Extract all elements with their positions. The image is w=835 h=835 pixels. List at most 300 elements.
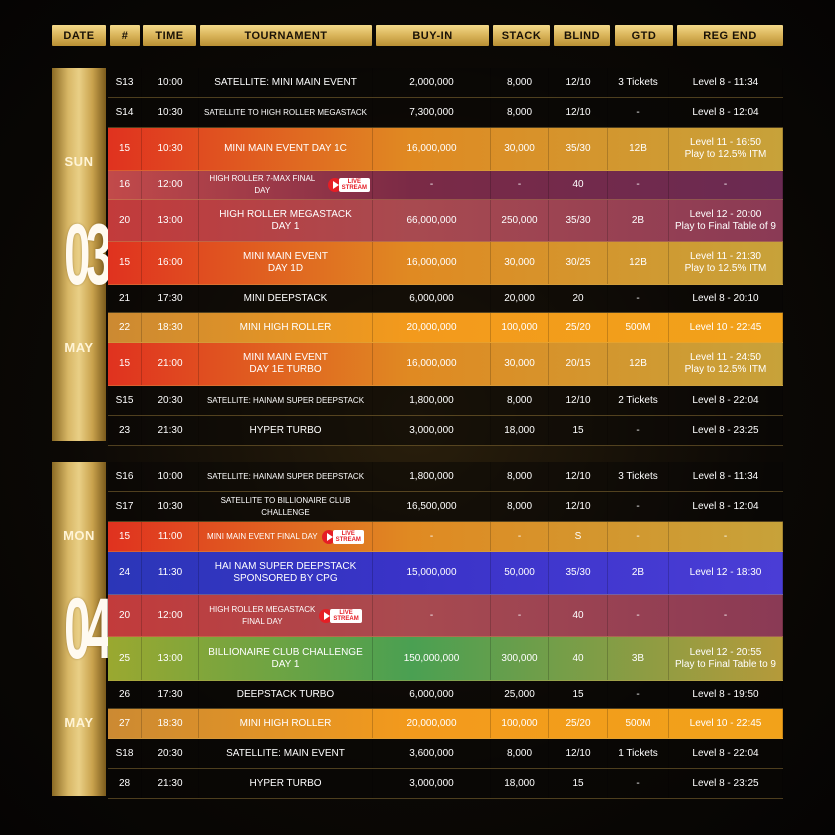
- table-row[interactable]: [108, 462, 783, 492]
- tournament-name-cell: [199, 681, 373, 708]
- starting-stack-cell: 8,000: [491, 386, 549, 415]
- live-stream-label: [330, 609, 361, 623]
- tournament-name-text: [249, 778, 321, 790]
- starting-stack-cell: 18,000: [491, 416, 549, 445]
- reg-end-cell: [669, 492, 783, 521]
- tournament-name-line: SPONSORED BY CPG: [233, 573, 338, 584]
- table-row[interactable]: [108, 681, 783, 709]
- table-row[interactable]: [108, 492, 783, 522]
- tournament-name-text: [243, 251, 328, 275]
- event-number-cell: S17: [108, 492, 142, 521]
- tournament-name-line: SATELLITE: HAINAM SUPER DEEPSTACK: [206, 395, 365, 405]
- reg-end-line: Level 8 - 11:34: [692, 76, 759, 88]
- reg-end-cell: [669, 313, 783, 342]
- day-number: 03: [64, 206, 108, 303]
- blind-level-cell: 15: [549, 769, 608, 798]
- start-time-cell: 17:30: [142, 681, 199, 708]
- table-row[interactable]: [108, 416, 783, 446]
- month: MAY: [64, 715, 94, 730]
- live-stream-badge[interactable]: [322, 530, 364, 544]
- table-row[interactable]: [108, 769, 783, 799]
- reg-end-text: [724, 531, 727, 543]
- reg-end-line: -: [723, 179, 728, 190]
- buy-in-cell: 16,000,000: [373, 343, 491, 385]
- reg-end-line: Level 8 - 22:04: [692, 394, 759, 406]
- table-row[interactable]: [108, 552, 783, 595]
- tournament-name-line: HIGH ROLLER MEGASTACK: [209, 604, 316, 614]
- tournament-name-line: MINI HIGH ROLLER: [239, 717, 332, 729]
- live-stream-label: [339, 178, 370, 192]
- header-regend: REG END: [677, 25, 783, 46]
- starting-stack-cell: -: [491, 522, 549, 551]
- guarantee-cell: 500M: [608, 313, 669, 342]
- tournament-name-cell: [199, 637, 373, 680]
- reg-end-text: [724, 179, 727, 191]
- tournament-name-cell: [199, 522, 373, 551]
- guarantee-cell: -: [608, 681, 669, 708]
- blind-level-cell: 12/10: [549, 386, 608, 415]
- blind-level-cell: 35/30: [549, 200, 608, 241]
- buy-in-cell: 6,000,000: [373, 285, 491, 312]
- buy-in-cell: 16,000,000: [373, 128, 491, 170]
- guarantee-cell: -: [608, 769, 669, 798]
- tournament-name-line: DAY 1D: [267, 263, 304, 274]
- tournament-name-cell: [199, 343, 373, 385]
- reg-end-text: [690, 322, 762, 334]
- reg-end-line: Level 11 - 21:30: [690, 251, 761, 262]
- reg-end-line: Level 10 - 22:45: [689, 717, 762, 729]
- reg-end-line: Play to Final Table to 9: [675, 658, 776, 670]
- tournament-name-text: [244, 293, 328, 305]
- guarantee-cell: 500M: [608, 709, 669, 738]
- buy-in-cell: -: [373, 171, 491, 199]
- starting-stack-cell: 8,000: [491, 462, 549, 491]
- buy-in-cell: 6,000,000: [373, 681, 491, 708]
- tournament-name-text: [209, 604, 315, 628]
- starting-stack-cell: -: [491, 595, 549, 636]
- reg-end-line: Level 8 - 23:25: [692, 777, 759, 789]
- reg-end-line: Level 8 - 20:10: [692, 292, 759, 304]
- tournament-name-text: [224, 143, 347, 155]
- tournament-name-cell: [199, 68, 373, 97]
- tournament-name-text: [215, 561, 357, 585]
- event-number-cell: 25: [108, 637, 142, 680]
- reg-end-line: Play to Final Table of 9: [675, 220, 776, 232]
- event-number-cell: 26: [108, 681, 142, 708]
- header-blind: BLIND: [554, 25, 610, 46]
- guarantee-cell: -: [608, 98, 669, 127]
- start-time-cell: 18:30: [142, 709, 199, 738]
- blind-level-cell: 15: [549, 681, 608, 708]
- start-time-cell: 21:30: [142, 769, 199, 798]
- tournament-name-cell: [199, 285, 373, 312]
- tournament-name-cell: [199, 492, 373, 521]
- blind-level-cell: S: [549, 522, 608, 551]
- reg-end-cell: [669, 462, 783, 491]
- buy-in-cell: 3,000,000: [373, 416, 491, 445]
- buy-in-cell: 16,000,000: [373, 242, 491, 284]
- day-number: 04: [64, 581, 108, 677]
- starting-stack-cell: 30,000: [491, 343, 549, 385]
- start-time-cell: 20:30: [142, 386, 199, 415]
- tournament-name-line: BILLIONAIRE CLUB CHALLENGE: [208, 646, 363, 658]
- reg-end-text: [693, 77, 758, 89]
- event-number-cell: S16: [108, 462, 142, 491]
- tournament-name-text: [249, 425, 321, 437]
- tournament-name-text: [240, 718, 332, 730]
- tournament-name-text: [201, 173, 324, 197]
- guarantee-cell: 12B: [608, 343, 669, 385]
- reg-end-cell: [669, 98, 783, 127]
- starting-stack-cell: 100,000: [491, 709, 549, 738]
- event-number-cell: 20: [108, 595, 142, 636]
- reg-end-cell: [669, 171, 783, 199]
- reg-end-cell: [669, 242, 783, 284]
- buy-in-cell: 20,000,000: [373, 313, 491, 342]
- reg-end-line: Level 8 - 19:50: [692, 688, 759, 700]
- tournament-name-text: [207, 471, 364, 483]
- reg-end-cell: [669, 68, 783, 97]
- tournament-name-line: SATELLITE: MAIN EVENT: [226, 747, 345, 759]
- buy-in-cell: -: [373, 522, 491, 551]
- tournament-name-line: MINI MAIN EVENT FINAL DAY: [207, 531, 318, 541]
- buy-in-cell: 7,300,000: [373, 98, 491, 127]
- event-number-cell: 16: [108, 171, 142, 199]
- guarantee-cell: 12B: [608, 128, 669, 170]
- reg-end-text: [692, 395, 758, 407]
- blind-level-cell: 12/10: [549, 492, 608, 521]
- tournament-name-text: [237, 689, 334, 701]
- starting-stack-cell: 8,000: [491, 739, 549, 768]
- reg-end-text: [724, 610, 727, 622]
- event-number-cell: 23: [108, 416, 142, 445]
- reg-end-line: Level 8 - 23:25: [692, 424, 759, 436]
- blind-level-cell: 12/10: [549, 68, 608, 97]
- blind-level-cell: 35/30: [549, 128, 608, 170]
- tournament-name-cell: [199, 416, 373, 445]
- blind-level-cell: 35/30: [549, 552, 608, 594]
- reg-end-text: [692, 425, 758, 437]
- table-row[interactable]: [108, 386, 783, 416]
- start-time-cell: 21:30: [142, 416, 199, 445]
- reg-end-cell: [669, 285, 783, 312]
- start-time-cell: 20:30: [142, 739, 199, 768]
- blind-level-cell: 40: [549, 637, 608, 680]
- guarantee-cell: -: [608, 285, 669, 312]
- tournament-name-line: MINI DEEPSTACK: [243, 292, 328, 304]
- buy-in-cell: 150,000,000: [373, 637, 491, 680]
- tournament-name-cell: [199, 98, 373, 127]
- tournament-name-text: [201, 495, 370, 519]
- tournament-name-line: SATELLITE: MINI MAIN EVENT: [214, 76, 357, 88]
- tournament-name-line: DEEPSTACK TURBO: [236, 688, 335, 700]
- table-row[interactable]: [108, 128, 783, 171]
- tournament-name-line: HIGH ROLLER MEGASTACK: [219, 208, 352, 220]
- header-num: #: [110, 25, 140, 46]
- tournament-name-text: [226, 748, 345, 760]
- starting-stack-cell: 30,000: [491, 242, 549, 284]
- start-time-cell: 12:00: [142, 171, 199, 199]
- tournament-name-text: [240, 322, 332, 334]
- tournament-name-cell: [199, 128, 373, 170]
- event-number-cell: S18: [108, 739, 142, 768]
- reg-end-cell: [669, 128, 783, 170]
- tournament-name-line: HAI NAM SUPER DEEPSTACK: [214, 561, 357, 572]
- tournament-name-line: HYPER TURBO: [249, 424, 322, 436]
- reg-end-line: Level 12 - 20:55: [689, 646, 762, 658]
- guarantee-cell: -: [608, 492, 669, 521]
- table-row[interactable]: [108, 739, 783, 769]
- reg-end-text: [690, 718, 762, 730]
- reg-end-line: Level 11 - 16:50: [690, 137, 761, 148]
- blind-level-cell: 25/20: [549, 313, 608, 342]
- table-row[interactable]: [108, 522, 783, 552]
- tournament-name-cell: [199, 709, 373, 738]
- tournament-name-line: MINI MAIN EVENT DAY 1C: [224, 143, 347, 154]
- tournament-name-line: MINI MAIN EVENT: [242, 352, 328, 363]
- reg-end-text: [685, 352, 767, 376]
- reg-end-line: Play to 12.5% ITM: [684, 364, 767, 375]
- reg-end-cell: [669, 637, 783, 680]
- tournament-name-cell: [199, 242, 373, 284]
- reg-end-text: [692, 293, 758, 305]
- reg-end-text: [685, 137, 767, 161]
- start-time-cell: 10:00: [142, 462, 199, 491]
- reg-end-text: [692, 778, 758, 790]
- guarantee-cell: -: [608, 171, 669, 199]
- blind-level-cell: 30/25: [549, 242, 608, 284]
- buy-in-cell: 3,600,000: [373, 739, 491, 768]
- reg-end-cell: [669, 681, 783, 708]
- tournament-name-text: [219, 209, 352, 233]
- starting-stack-cell: 300,000: [491, 637, 549, 680]
- starting-stack-cell: 25,000: [491, 681, 549, 708]
- header-gtd: GTD: [615, 25, 673, 46]
- tournament-name-text: [208, 647, 363, 671]
- event-number-cell: 15: [108, 242, 142, 284]
- reg-end-cell: [669, 709, 783, 738]
- table-row[interactable]: [108, 242, 783, 285]
- tournament-name-line: DAY 1: [271, 658, 300, 670]
- start-time-cell: 10:30: [142, 98, 199, 127]
- reg-end-line: Level 12 - 20:00: [689, 208, 762, 220]
- reg-end-line: Play to 12.5% ITM: [684, 263, 767, 274]
- buy-in-cell: 1,800,000: [373, 386, 491, 415]
- reg-end-text: [692, 689, 758, 701]
- tournament-name-line: DAY 1E TURBO: [249, 364, 322, 375]
- start-time-cell: 11:30: [142, 552, 199, 594]
- date-box-day-sun: [52, 68, 106, 441]
- event-number-cell: 20: [108, 200, 142, 241]
- tournament-name-cell: [199, 386, 373, 415]
- reg-end-cell: [669, 522, 783, 551]
- blind-level-cell: 12/10: [549, 462, 608, 491]
- starting-stack-cell: 250,000: [491, 200, 549, 241]
- tournament-name-line: SATELLITE TO BILLIONAIRE CLUB CHALLENGE: [220, 495, 351, 517]
- start-time-cell: 10:30: [142, 128, 199, 170]
- tournament-name-text: [214, 77, 357, 89]
- tournament-name-line: SATELLITE: HAINAM SUPER DEEPSTACK: [206, 471, 365, 481]
- tournament-name-line: SATELLITE TO HIGH ROLLER MEGASTACK: [203, 107, 367, 117]
- reg-end-line: Play to 12.5% ITM: [684, 149, 767, 160]
- start-time-cell: 10:00: [142, 68, 199, 97]
- starting-stack-cell: 8,000: [491, 68, 549, 97]
- reg-end-cell: [669, 386, 783, 415]
- guarantee-cell: 2 Tickets: [608, 386, 669, 415]
- reg-end-text: [675, 209, 776, 233]
- date-box-day-mon: [52, 462, 106, 796]
- reg-end-cell: [669, 595, 783, 636]
- starting-stack-cell: 100,000: [491, 313, 549, 342]
- tournament-name-line: FINAL DAY: [242, 616, 283, 626]
- start-time-cell: 13:00: [142, 200, 199, 241]
- start-time-cell: 12:00: [142, 595, 199, 636]
- tournament-name-text: [207, 395, 364, 407]
- start-time-cell: 11:00: [142, 522, 199, 551]
- guarantee-cell: 3 Tickets: [608, 68, 669, 97]
- buy-in-cell: 16,500,000: [373, 492, 491, 521]
- start-time-cell: 18:30: [142, 313, 199, 342]
- starting-stack-cell: -: [491, 171, 549, 199]
- reg-end-line: Level 8 - 12:04: [692, 106, 759, 118]
- table-row[interactable]: [108, 637, 783, 681]
- reg-end-text: [692, 107, 758, 119]
- start-time-cell: 21:00: [142, 343, 199, 385]
- reg-end-cell: [669, 552, 783, 594]
- live-text: LIVE: [339, 609, 353, 616]
- reg-end-text: [685, 251, 767, 275]
- tournament-name-text: [243, 352, 328, 376]
- blind-level-cell: 25/20: [549, 709, 608, 738]
- blind-level-cell: 20: [549, 285, 608, 312]
- reg-end-cell: [669, 769, 783, 798]
- blind-level-cell: 20/15: [549, 343, 608, 385]
- reg-end-text: [690, 567, 762, 579]
- starting-stack-cell: 18,000: [491, 769, 549, 798]
- event-number-cell: 22: [108, 313, 142, 342]
- header-date: DATE: [52, 25, 106, 46]
- guarantee-cell: -: [608, 416, 669, 445]
- buy-in-cell: -: [373, 595, 491, 636]
- header-stack: STACK: [493, 25, 550, 46]
- starting-stack-cell: 30,000: [491, 128, 549, 170]
- reg-end-line: Level 12 - 18:30: [689, 567, 762, 578]
- day-of-week: SUN: [64, 154, 94, 169]
- buy-in-cell: 1,800,000: [373, 462, 491, 491]
- guarantee-cell: 3 Tickets: [608, 462, 669, 491]
- table-row[interactable]: [108, 68, 783, 98]
- event-number-cell: 24: [108, 552, 142, 594]
- start-time-cell: 16:00: [142, 242, 199, 284]
- day-of-week: MON: [63, 528, 95, 543]
- blind-level-cell: 12/10: [549, 739, 608, 768]
- start-time-cell: 17:30: [142, 285, 199, 312]
- tournament-name-cell: [199, 769, 373, 798]
- starting-stack-cell: 8,000: [491, 98, 549, 127]
- buy-in-cell: 2,000,000: [373, 68, 491, 97]
- guarantee-cell: -: [608, 522, 669, 551]
- header-time: TIME: [143, 25, 196, 46]
- reg-end-text: [692, 748, 758, 760]
- event-number-cell: 15: [108, 522, 142, 551]
- header-buyin: BUY-IN: [376, 25, 489, 46]
- tournament-name-line: MINI HIGH ROLLER: [239, 321, 332, 333]
- blind-level-cell: 15: [549, 416, 608, 445]
- tournament-name-line: MINI MAIN EVENT: [242, 251, 328, 262]
- live-text: LIVE: [347, 179, 361, 185]
- table-row[interactable]: [108, 171, 783, 200]
- guarantee-cell: -: [608, 595, 669, 636]
- reg-end-line: Level 8 - 11:34: [692, 470, 759, 482]
- event-number-cell: S15: [108, 386, 142, 415]
- start-time-cell: 10:30: [142, 492, 199, 521]
- buy-in-cell: 3,000,000: [373, 769, 491, 798]
- event-number-cell: 21: [108, 285, 142, 312]
- buy-in-cell: 20,000,000: [373, 709, 491, 738]
- blind-level-cell: 40: [549, 595, 608, 636]
- reg-end-text: [692, 501, 758, 513]
- table-row[interactable]: [108, 313, 783, 343]
- event-number-cell: S13: [108, 68, 142, 97]
- table-row[interactable]: [108, 709, 783, 739]
- tournament-name-text: [204, 107, 367, 119]
- tournament-name-cell: [199, 171, 373, 199]
- reg-end-line: Level 10 - 22:45: [689, 321, 762, 333]
- live-text: LIVE: [341, 530, 355, 537]
- tournament-name-text: [207, 531, 318, 543]
- stream-text: STREAM: [341, 185, 367, 191]
- table-row[interactable]: [108, 200, 783, 242]
- event-number-cell: 28: [108, 769, 142, 798]
- reg-end-line: Level 8 - 12:04: [692, 500, 759, 512]
- tournament-name-cell: [199, 739, 373, 768]
- table-row[interactable]: [108, 595, 783, 637]
- tournament-name-line: HIGH ROLLER 7-MAX FINAL DAY: [209, 174, 316, 195]
- reg-end-line: -: [723, 609, 728, 621]
- reg-end-line: -: [723, 530, 728, 542]
- table-row[interactable]: [108, 285, 783, 313]
- month: MAY: [64, 340, 94, 355]
- stream-text: STREAM: [335, 536, 361, 543]
- stream-text: STREAM: [333, 615, 359, 622]
- table-row[interactable]: [108, 98, 783, 128]
- reg-end-text: [675, 647, 776, 671]
- reg-end-cell: [669, 343, 783, 385]
- live-stream-badge[interactable]: [328, 178, 370, 192]
- blind-level-cell: 40: [549, 171, 608, 199]
- live-stream-badge[interactable]: [319, 609, 361, 623]
- table-row[interactable]: [108, 343, 783, 386]
- tournament-name-cell: [199, 200, 373, 241]
- starting-stack-cell: 8,000: [491, 492, 549, 521]
- reg-end-line: Level 11 - 24:50: [690, 352, 761, 363]
- guarantee-cell: 3B: [608, 637, 669, 680]
- guarantee-cell: 2B: [608, 200, 669, 241]
- header-tournament: TOURNAMENT: [200, 25, 372, 46]
- event-number-cell: 27: [108, 709, 142, 738]
- event-number-cell: 15: [108, 343, 142, 385]
- event-number-cell: S14: [108, 98, 142, 127]
- blind-level-cell: 12/10: [549, 98, 608, 127]
- tournament-name-cell: [199, 552, 373, 594]
- start-time-cell: 13:00: [142, 637, 199, 680]
- starting-stack-cell: 20,000: [491, 285, 549, 312]
- buy-in-cell: 66,000,000: [373, 200, 491, 241]
- tournament-name-cell: [199, 595, 373, 636]
- reg-end-cell: [669, 416, 783, 445]
- event-number-cell: 15: [108, 128, 142, 170]
- guarantee-cell: 1 Tickets: [608, 739, 669, 768]
